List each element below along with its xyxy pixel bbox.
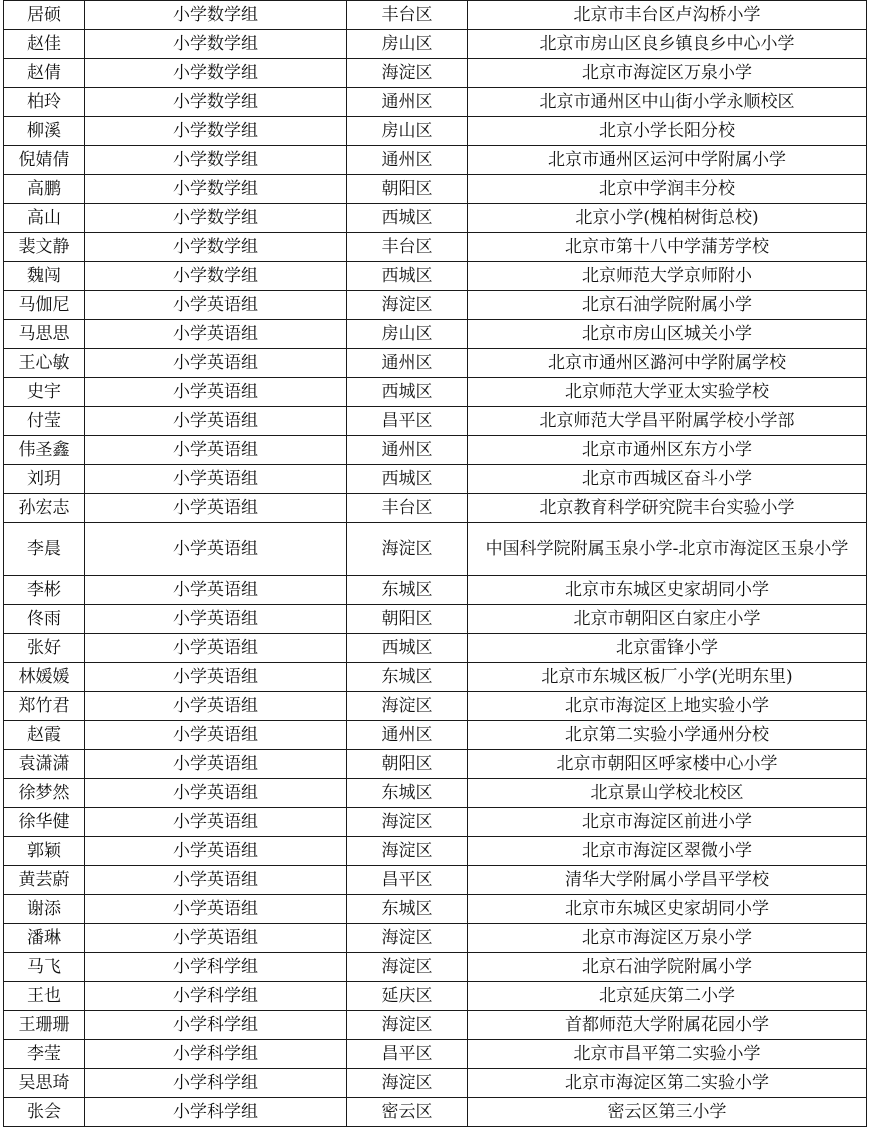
cell-group: 小学数学组 (85, 175, 347, 204)
cell-name: 付莹 (4, 407, 85, 436)
table-row (4, 1011, 867, 1040)
cell-group: 小学英语组 (85, 750, 347, 779)
cell-school: 北京市海淀区前进小学 (468, 808, 867, 837)
cell-district: 海淀区 (347, 808, 468, 837)
cell-group: 小学英语组 (85, 407, 347, 436)
cell-school: 北京市通州区运河中学附属小学 (468, 146, 867, 175)
cell-school: 北京市通州区潞河中学附属学校 (468, 349, 867, 378)
table-row (4, 866, 867, 895)
cell-group: 小学英语组 (85, 808, 347, 837)
cell-group: 小学英语组 (85, 576, 347, 605)
cell-school: 北京市昌平第二实验小学 (468, 1040, 867, 1069)
cell-district: 东城区 (347, 576, 468, 605)
cell-district: 朝阳区 (347, 175, 468, 204)
table-row (4, 721, 867, 750)
cell-name: 裴文静 (4, 233, 85, 262)
cell-district: 海淀区 (347, 59, 468, 88)
cell-name: 魏闯 (4, 262, 85, 291)
cell-school: 北京市通州区东方小学 (468, 436, 867, 465)
cell-group: 小学数学组 (85, 1, 347, 30)
cell-group: 小学数学组 (85, 59, 347, 88)
cell-group: 小学英语组 (85, 895, 347, 924)
cell-district: 西城区 (347, 634, 468, 663)
cell-group: 小学科学组 (85, 1098, 347, 1127)
cell-name: 赵佳 (4, 30, 85, 59)
table-row (4, 924, 867, 953)
cell-name: 伟圣鑫 (4, 436, 85, 465)
cell-name: 马伽尼 (4, 291, 85, 320)
cell-district: 东城区 (347, 663, 468, 692)
cell-name: 孙宏志 (4, 494, 85, 523)
table-row (4, 349, 867, 378)
table-row (4, 436, 867, 465)
cell-school: 北京小学长阳分校 (468, 117, 867, 146)
cell-district: 延庆区 (347, 982, 468, 1011)
cell-district: 西城区 (347, 378, 468, 407)
cell-name: 徐华健 (4, 808, 85, 837)
cell-district: 海淀区 (347, 1069, 468, 1098)
cell-district: 房山区 (347, 320, 468, 349)
cell-name: 黄芸蔚 (4, 866, 85, 895)
cell-name: 柳溪 (4, 117, 85, 146)
cell-group: 小学英语组 (85, 378, 347, 407)
cell-school: 北京师范大学京师附小 (468, 262, 867, 291)
cell-district: 海淀区 (347, 837, 468, 866)
cell-name: 吴思琦 (4, 1069, 85, 1098)
cell-school: 北京雷锋小学 (468, 634, 867, 663)
cell-group: 小学英语组 (85, 291, 347, 320)
cell-school: 北京中学润丰分校 (468, 175, 867, 204)
table-row (4, 837, 867, 866)
cell-group: 小学英语组 (85, 436, 347, 465)
cell-name: 郑竹君 (4, 692, 85, 721)
cell-name: 李彬 (4, 576, 85, 605)
cell-district: 房山区 (347, 117, 468, 146)
cell-school: 密云区第三小学 (468, 1098, 867, 1127)
cell-district: 海淀区 (347, 953, 468, 982)
table-row (4, 146, 867, 175)
cell-name: 王珊珊 (4, 1011, 85, 1040)
table-row (4, 30, 867, 59)
cell-group: 小学英语组 (85, 866, 347, 895)
cell-name: 袁潇潇 (4, 750, 85, 779)
cell-group: 小学英语组 (85, 692, 347, 721)
cell-group: 小学英语组 (85, 349, 347, 378)
cell-name: 林媛媛 (4, 663, 85, 692)
cell-school: 北京第二实验小学通州分校 (468, 721, 867, 750)
cell-school: 北京市西城区奋斗小学 (468, 465, 867, 494)
cell-group: 小学英语组 (85, 465, 347, 494)
cell-school: 北京市通州区中山街小学永顺校区 (468, 88, 867, 117)
cell-school: 北京市东城区史家胡同小学 (468, 895, 867, 924)
cell-group: 小学科学组 (85, 1040, 347, 1069)
cell-school: 北京市朝阳区呼家楼中心小学 (468, 750, 867, 779)
cell-group: 小学英语组 (85, 779, 347, 808)
cell-district: 海淀区 (347, 523, 468, 576)
cell-district: 东城区 (347, 779, 468, 808)
table-row (4, 605, 867, 634)
table-row (4, 1040, 867, 1069)
table-row (4, 59, 867, 88)
cell-name: 赵倩 (4, 59, 85, 88)
cell-group: 小学英语组 (85, 721, 347, 750)
cell-school: 北京市海淀区翠微小学 (468, 837, 867, 866)
table-row (4, 634, 867, 663)
table-row (4, 523, 867, 576)
cell-group: 小学科学组 (85, 953, 347, 982)
cell-name: 潘琳 (4, 924, 85, 953)
cell-group: 小学数学组 (85, 30, 347, 59)
table-row (4, 233, 867, 262)
cell-district: 朝阳区 (347, 605, 468, 634)
cell-school: 北京景山学校北校区 (468, 779, 867, 808)
table-row (4, 378, 867, 407)
table-row (4, 1098, 867, 1127)
cell-school: 北京市房山区良乡镇良乡中心小学 (468, 30, 867, 59)
table-row (4, 204, 867, 233)
table-row (4, 465, 867, 494)
cell-name: 史宇 (4, 378, 85, 407)
table-row (4, 895, 867, 924)
table-row (4, 576, 867, 605)
cell-group: 小学数学组 (85, 117, 347, 146)
cell-school: 北京石油学院附属小学 (468, 953, 867, 982)
cell-group: 小学科学组 (85, 1011, 347, 1040)
table-row (4, 407, 867, 436)
cell-group: 小学数学组 (85, 88, 347, 117)
table-row (4, 494, 867, 523)
cell-district: 房山区 (347, 30, 468, 59)
cell-district: 昌平区 (347, 1040, 468, 1069)
cell-school: 北京小学(槐柏树街总校) (468, 204, 867, 233)
table-row (4, 808, 867, 837)
cell-district: 通州区 (347, 349, 468, 378)
cell-district: 丰台区 (347, 494, 468, 523)
cell-district: 海淀区 (347, 291, 468, 320)
cell-district: 朝阳区 (347, 750, 468, 779)
table-row (4, 320, 867, 349)
cell-name: 居硕 (4, 1, 85, 30)
cell-name: 佟雨 (4, 605, 85, 634)
cell-group: 小学英语组 (85, 494, 347, 523)
cell-name: 王也 (4, 982, 85, 1011)
cell-district: 通州区 (347, 721, 468, 750)
cell-name: 李莹 (4, 1040, 85, 1069)
cell-district: 通州区 (347, 88, 468, 117)
cell-school: 北京石油学院附属小学 (468, 291, 867, 320)
cell-district: 西城区 (347, 204, 468, 233)
cell-district: 西城区 (347, 465, 468, 494)
cell-school: 北京市丰台区卢沟桥小学 (468, 1, 867, 30)
cell-school: 北京市东城区史家胡同小学 (468, 576, 867, 605)
cell-district: 通州区 (347, 436, 468, 465)
cell-group: 小学数学组 (85, 204, 347, 233)
cell-school: 北京师范大学昌平附属学校小学部 (468, 407, 867, 436)
cell-name: 高鹏 (4, 175, 85, 204)
table-row (4, 291, 867, 320)
cell-school: 北京市东城区板厂小学(光明东里) (468, 663, 867, 692)
cell-name: 马飞 (4, 953, 85, 982)
cell-group: 小学科学组 (85, 1069, 347, 1098)
cell-district: 丰台区 (347, 1, 468, 30)
cell-group: 小学数学组 (85, 233, 347, 262)
cell-name: 高山 (4, 204, 85, 233)
table-row (4, 692, 867, 721)
cell-group: 小学英语组 (85, 663, 347, 692)
cell-group: 小学英语组 (85, 523, 347, 576)
cell-group: 小学英语组 (85, 605, 347, 634)
cell-name: 李晨 (4, 523, 85, 576)
teacher-roster-table (3, 0, 867, 1127)
cell-name: 赵霞 (4, 721, 85, 750)
cell-name: 倪婧倩 (4, 146, 85, 175)
cell-school: 北京市海淀区万泉小学 (468, 59, 867, 88)
cell-district: 昌平区 (347, 407, 468, 436)
cell-school: 清华大学附属小学昌平学校 (468, 866, 867, 895)
cell-name: 刘玥 (4, 465, 85, 494)
table-row (4, 953, 867, 982)
cell-group: 小学数学组 (85, 146, 347, 175)
cell-group: 小学英语组 (85, 320, 347, 349)
cell-district: 丰台区 (347, 233, 468, 262)
cell-district: 通州区 (347, 146, 468, 175)
cell-district: 海淀区 (347, 924, 468, 953)
cell-group: 小学英语组 (85, 837, 347, 866)
cell-school: 北京市朝阳区白家庄小学 (468, 605, 867, 634)
cell-name: 谢添 (4, 895, 85, 924)
cell-school: 北京市海淀区上地实验小学 (468, 692, 867, 721)
table-row (4, 779, 867, 808)
cell-name: 马思思 (4, 320, 85, 349)
table-row (4, 175, 867, 204)
table-row (4, 88, 867, 117)
cell-name: 徐梦然 (4, 779, 85, 808)
cell-district: 东城区 (347, 895, 468, 924)
cell-name: 郭颖 (4, 837, 85, 866)
table-row (4, 117, 867, 146)
cell-district: 西城区 (347, 262, 468, 291)
table-row (4, 1069, 867, 1098)
table-body (4, 1, 867, 1127)
cell-name: 柏玲 (4, 88, 85, 117)
cell-school: 北京市房山区城关小学 (468, 320, 867, 349)
cell-school: 北京市第十八中学蒲芳学校 (468, 233, 867, 262)
cell-name: 张会 (4, 1098, 85, 1127)
cell-name: 张好 (4, 634, 85, 663)
cell-name: 王心敏 (4, 349, 85, 378)
cell-district: 昌平区 (347, 866, 468, 895)
cell-school: 北京教育科学研究院丰台实验小学 (468, 494, 867, 523)
table-row (4, 750, 867, 779)
table-row (4, 1, 867, 30)
cell-district: 密云区 (347, 1098, 468, 1127)
cell-school: 首都师范大学附属花园小学 (468, 1011, 867, 1040)
table-row (4, 982, 867, 1011)
cell-district: 海淀区 (347, 1011, 468, 1040)
table-row (4, 262, 867, 291)
cell-group: 小学英语组 (85, 634, 347, 663)
cell-district: 海淀区 (347, 692, 468, 721)
cell-group: 小学英语组 (85, 924, 347, 953)
table-row (4, 663, 867, 692)
cell-school: 中国科学院附属玉泉小学-北京市海淀区玉泉小学 (468, 523, 867, 576)
cell-school: 北京延庆第二小学 (468, 982, 867, 1011)
cell-school: 北京师范大学亚太实验学校 (468, 378, 867, 407)
cell-group: 小学数学组 (85, 262, 347, 291)
cell-school: 北京市海淀区第二实验小学 (468, 1069, 867, 1098)
cell-school: 北京市海淀区万泉小学 (468, 924, 867, 953)
cell-group: 小学科学组 (85, 982, 347, 1011)
